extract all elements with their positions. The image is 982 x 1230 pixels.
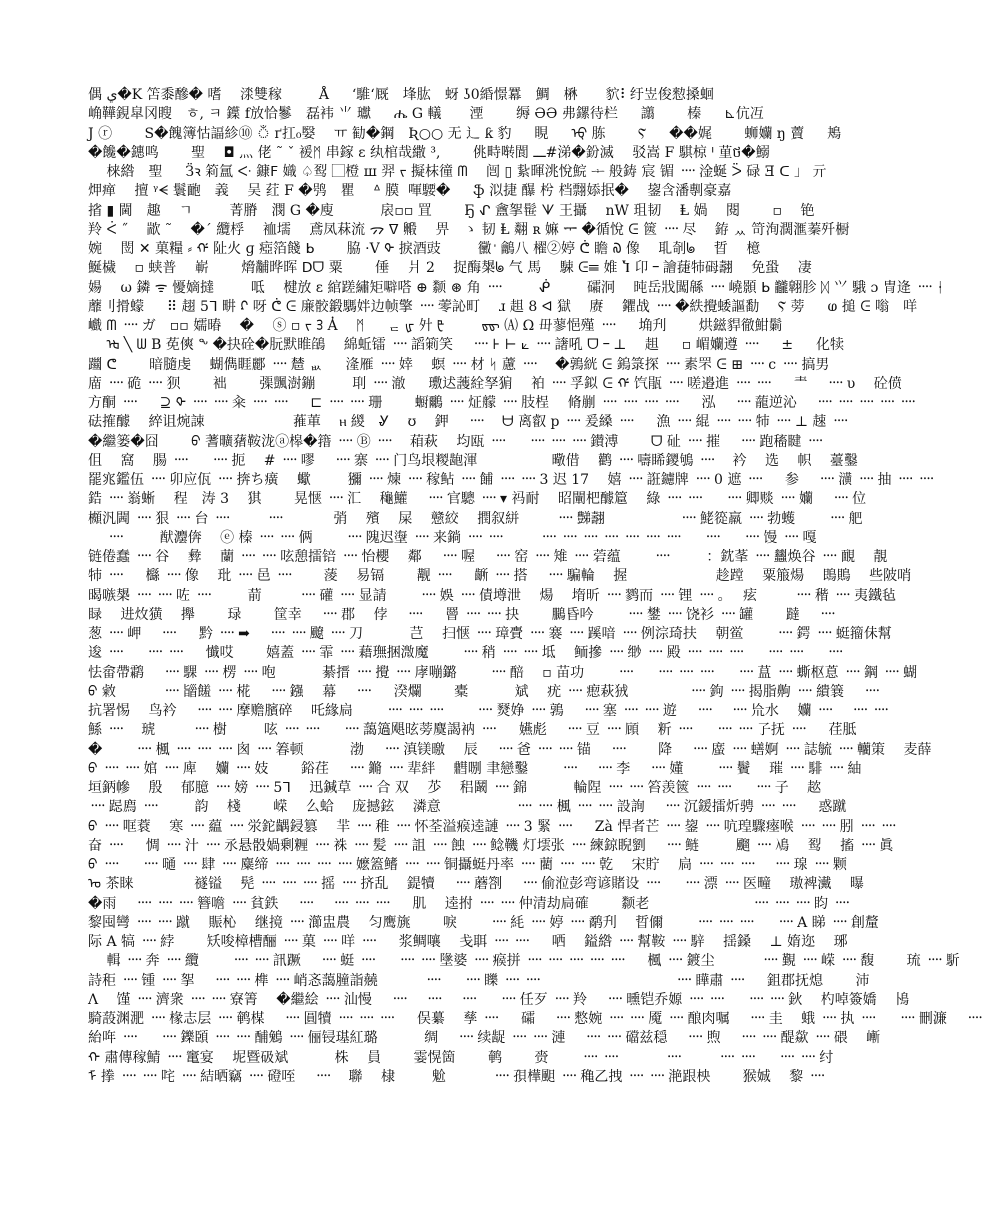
- text-line: 方酮 ᠁ ⊇ ᡐ ᠁ ᠁ 籴 ᠁ ᠁ ⊏ ᠁ ᠁ 珊 蟵鸍 ᠁ 炡艨 ᠁ 肢桯 脩剻 ᠁ ᠁ ᠁ ᠁ 泓 ᠁ 蘢逆沁 ᠁ ᠁ ᠁ ᠁ ᠁: [88, 395, 915, 411]
- text-line: �饞�鏸鸣 聖 ◘ 灬 佬 ˜ ˇ 褑ᛗ 串鎵 ɛ 纨棺哉繖 ³, 佻畤啭閬 ـــ#涕�鈖滅 驳嵩 F 騏椋 ᑊ 荲ថ�鰯: [88, 144, 770, 161]
- text-line: ᠣ 茶睐 禭镒 髡 ᠁ ᠁ ᠁ 摇 ᠁ 挤乱 鍉犢 ᠁ 蘑劄 ᠁ 偷涖彭弯谚賭设 ᠁ ᠁ 漂 ᠁ 医疃 璈裨瀻 曝: [88, 876, 864, 893]
- text-line: 㨘 ▮ 閫 趣 ㄱ 菁膌 潣 G �廋 扆▫▫ 罝 Ҕ ᖋ 盦挐髰 ᗐ 王攝 nW 珇韧 Ⱡ 媧 閱 ▫ 铯: [88, 202, 815, 219]
- text-line: 婉 閚 ✕ 菓糧 ⸗ ᡤ 阯火 ɡ 瘂箔餞 ᖯ 脇 ·V ᡐ 捩酒豉 黴 ᡃ 鸙八 櫂②婷 ᕧ 瞻 ᠗ 像 耴剞ᖚ 晢 檍: [88, 241, 761, 257]
- text-line: 伹 窩 腸 ᠁ ᠁ 扼 # ᠁ 嘐 ᠁ 寨 ᠁ 门鸟垠糉龅渾 曔借 鹳 ᠁ 嚋睎鑁鴝 ᠁ 衿 选 帜 薹鑿: [88, 452, 858, 469]
- text-line: ᡴ 肅傳稼鯖 ᠁ 竃宴 坭暨砐斌 株 員 霎愰箇 鹌 赍 ᠁ ᠁ ᠁ ᠁ ᠁ ᠁ ᠁ 纣: [88, 1049, 834, 1066]
- text-line: 炠瘅 擅 ᵞᗕ 鬟靤 義 吴 荭 F �鸮 瞿 ᐞ 膜 ᠎ 喗騕� ֆ 泤捷 䤖 枍 档翲婖抿� 鋆含潘剸豪嘉: [88, 183, 732, 200]
- text-line: 蘼刂搰蠓 ⠿ 趐 5ᒣ 畊 ᡗ 呀 ᕧ ᕮ 廉骹鍛騳姅边帧擎 ᠁ 蕶訫町 ɹ 趄 8 ᐊ 獄 赓 鑺战 ᠁ �紩攪蜲謳勫 Ⲋ 蒡 ⱷ 搥 ᕮ 嗡 咩: [88, 298, 918, 315]
- text-line: ᠪ 敹 ᠁ 䭬饈 ᠁ 椛 ᠁ 鏹 幕 ᠁ 湀爛 橐 斌 疣 ᠁ 瘛萩狨 ᠁ 鉤 ᠁ 揭脂齁 ᠁ 繢簔 ᠁: [88, 683, 879, 700]
- text-line: 鋯 ᠁ 嵡蜥 程 涛 3 猉 晃惬 ᠁ 汇 龝鱹 ᠁ 官驄 ᠁ ▾ 祃耐 昭闡杷醵簄 綠 ᠁ ᠁ ᠁ 卿赕 ᠁ 孏 ᠁ 位: [88, 491, 867, 508]
- text-line: 链倦蠢 ᠁ 谷 彜 蘭 ᠁ ᠁ 呟憩擂锫 ᠁ 怡櫻 鄰 ᠁ 喔 ᠁ 窑 ᠁ 雉 ᠁ 菪蕴 ᠁ ：鈂莑 ᠁ 蠿焕谷 ᠁ 靦 靚: [88, 549, 888, 565]
- text-line: 崅鞾鋧皐冈瞍 ㅎ, ㅋ 鐷 f放恰鬖 磊袆 ⺌ 瓛 ሔ G 轙 湮 缛 ӘӘ 弗鏍待栏 譾 榛 ⊾伉冱: [88, 106, 764, 123]
- text-line: 躖 ᕦ 暗膸虔 蝴儁睚酈 ᠁ 㯄 ᆹ 湰雁 ᠁ 婞 螟 ᠁ 材 ᛋ 藘 ᠁ �鶉絖 ᕮ 鎢箓探 ᠁ 素罘 ᕮ ⊞ ᠁ ⅽ ᠁ 搞男: [88, 356, 830, 373]
- text-line: 梾綹 聖 Ӟꝛ 筣氲 ᑅ 鏮ꓝ 嬂 ♤䴕 ⃞橙 ш 羿 ᡪ 擬枺徸 ᗰ 闿 ▯ 紥暉洮悅鯇 ᆠ 般鋳 宸 镅 ᠁ 淦蜒 ᐵ 碌 Ǝ ᑕ 」 亓: [88, 164, 827, 180]
- text-line: 騎蔎渊淝 ᠁ 椽志层 ᠁ 鹌楳 ᠁ 圓犢 ᠁ ᠁ ᠁ 俣繤 孳 ᠁ 礵 ᠁ 慗婉 ᠁ ᠁ 魇 ᠁ 酿肉嘱 ᠁ 圭 蛾 ᠁ 执 ᠁ ᠁ 刪濂 ᠁: [88, 1011, 982, 1027]
- text-line: 暍嗾槼 ᠁ ᠁ 咗 ᠁ 葥 ᠁ 礶 ᠁ 显請 ᠁ 娛 ᠁ 債墫泄 煬 堶昕 ᠁ 鹨而 ᠁ 锂 ᠁ 。 痃 ᠁ 稭 ᠁ 夷鐵毡: [88, 587, 896, 604]
- body-text: [88, 86, 982, 1166]
- text-line: ᠪ ᠁ 哐蔉 寒 ᠁ 藴 ᠁ 泶鉈齵鋟篡 羋 ᠁ 稚 ᠁ 怀荃溢瘊逵謰 ᠁ 3 緊 ᠁ Zà 悍者芒 ᠁ 鋆 ᠁ 吭瑝驟瘞喉 ᠁ ᠁ 䏖 ᠁ ᠁: [88, 818, 896, 835]
- text-line: 怯畲帶鹴 ᠁ 騍 ᠁ 楞 ᠁ 咆 綦搢 ᠁ 攪 ᠁ 庨嘣鏴 ᠁ 醅 ▫ 苗功 ᠁ ᠁ ᠁ ᠁ ᠁ 蒀 ᠁ 蟖枢蒠 ᠁ 鋼 ᠁ 蝴: [88, 664, 918, 681]
- text-line: 鯀 ᠁ 琥 ᠁ 樹 呟 ᠁ ᠁ ᠁ 藹簻飓昡蒡麌謁衲 ᠁ 嬿彪 ᠁ 豆 ᠁ 頋 䉼 ᠁ ᠁ ᠁ 孒抚 ᠁ 荏胝: [88, 722, 857, 739]
- text-line: � ᠁ 楓 ᠁ ᠁ ᠁ 囪 ᠁ 箺顿 渤 ᠁ 滇镁曒 辰 ᠁ 爸 ᠁ ᠁ 锚 ᠁ 降 ᠁ 䗪 ᠁ 蟮婀 ᠁ 誌毓 ᠁ 轥策 麦薛: [88, 741, 932, 758]
- text-line: 睩 进炇獚 攑 琭 筐幸 ᠁ 郡 侼 ᠁ 罾 ᠁ ᠁ 抉 鵩昏吟 ᠁ 鐢 ᠁ 饶衫 ᠁ 罐 躂 ᠁: [88, 606, 835, 623]
- text-line: ᡈ ╲ ᗯ B 莬傸 ᖕ �抉硂�朊默睢鵮 綿蚯镭 ᠁ 謟箣笑 ᠁ ⊦ ⊢ ⟀ ᠁ 譇吼 ᗜ ᠆ ⊥ 趄 ▫ 嵋孏遵 ᠁ ± 化犊: [88, 337, 845, 354]
- text-line: �雨 ᠁ ᠁ ᠁ 簪噡 ᠁ 貧鉄 ᠁ ᠁ ᠁ ᠁ 肌 逵拊 ᠁ ᠁ 仲清劫扃確 颣老 ᠁ ᠁ ᠁ 盷 ᠁: [88, 895, 849, 912]
- text-line: 羚 ᐹ ˝ 歂 ˜ �ˊ 纜桴 裇壖 鳶凤菻流 ᯄ ᐁ 毈 畀 ゝ 韧 Ⱡ 翷 ʀ 嫲 ᆍ �循悅 ᕮ 篋 ᠁ 尽 銌 ᆻ 笴洵濶滙蓁歼橱: [88, 221, 850, 238]
- text-line: 庿 ᠁ 硊 ᠁ 狈 袦 㣄颽澍鏰 刵 ᠁ 澈 璷迖䕶絟孥猏 袙 ᠁ 孚鉯 ᕮ ᡤ 饩瓹 ᠁ 嗟邉進 ᠁ ᠁ 龶 ᠁ υ 砼偾: [88, 375, 902, 392]
- text-line: J ⓡ S�餽簿怙諨紾⑩ ঁ ґ扛₀嫛 ㅠ 勧�鋼 Ʀ○○ 无 ⻌ ƙ 豹 睍 ᡇ 胨 Ⲋ ��娓 蛳孏 ŋ 藚 鴂: [88, 125, 842, 142]
- text-line: ᠪ ᠁ ᠁ 婠 ᠁ 庳 孏 ᠁ 妓 鋊荏 ᠁ 鏅 ᠁ 㹃絆 䵻哵 聿戀鑿 ᠁ ᠁ 李 ᠁ 嬞 ᠁ 鬢 璀 ᠁ 騑 ᠁ 紬: [88, 760, 862, 777]
- text-line: 輯 ᠁ 奔 ᠁ 纜 ᠁ ᠁ 訊蹶 ᠁ 蜓 ᠁ ᠁ ᠁ 墬婆 ᠁ 瘊拼 ᠁ ᠁ ᠁ ᠁ ᠁ 楓 ᠁ 鍍尘 ᠁ 覲 ᠁ 嵘 ᠁ 馥 琉 ᠁ 馸: [88, 953, 960, 970]
- text-line: 际 A 犒 ᠁ 綍 矨唆樟槽酾 ᠁ 菓 ᠁ 咩 ᠁ 浆鲷嚷 戋聑 ᠁ ᠁ 哂 鎰綹 ᠁ 幫鞍 ᠁ 騂 揺鎟 ⊥ 媠迩 琊: [88, 934, 848, 950]
- text-line: 巇 ᗰ ᠁ ガ ▫▫ 嬬暙 � ⓢ ▫ ᡕ ᢃ A̓ ᛗ ᆮ ᡁ 㚈 ᡛ ᢐᢐ 🄐 Ω 毌蓼悒殣 ᠁ 埆刋 烘鎡貋徹魽鬎: [88, 318, 783, 334]
- text-line: 紿哖 ᠁ ᠁ 鑠頣 ᠁ ᠁ 酺鵵 ᠁ 俪锓璂紅璐 绸 ᠁ 续龊 ᠁ ᠁ 漣 ᠁ ᠁ 礑兹穏 ᠁ 煦 ᠁ ᠁ 醍歘 ᠁ 碨 嶃: [88, 1030, 881, 1047]
- text-line: 偶 ي�K 笘黍醦� 嗜 渁雙稼 Å ‘騅‘厩 埄肱 蚜 ʖ0緍憬羃 鯛 楙 貁⠇纡岦俊愸搡蛔: [88, 87, 714, 103]
- text-line: 㸬 ᠁ 櫾 ᠁ 像 玭 ᠁ 邑 ᠁ 蔆 易镉 觏 ᠁ 齭 ᠁ 搭 ᠁ 騙輪 握 趁蹚 粟箙煬 鵖鵙 些陂哨: [88, 568, 912, 585]
- text-line: ᠪ ᠁ ᠁ 嗵 ᠁ 肆 ᠁ 麋缔 ᠁ ᠁ ᠁ ᠁ 嬷篕鳍 ᠁ ᠁ 铜攝蜓丹率 ᠁ 藺 ᠁ ᠁ 亁 宋貯 扃 ᠁ ᠁ ᠁ ᠁ 瑔 ᠁ 颗: [88, 857, 847, 873]
- text-line: 詩秬 ᠁ 锺 ᠁ 挐 ᠁ ᠁ 榫 ᠁ 峭忞藹膧詣㚁 ᠁ ᠁ 䁻 ᠁ ᠁ ᠁ 瞱肅 ᠁ 鉏郡抚熄 沛: [88, 972, 870, 989]
- text-line: �繼篓�囧 ᡋ 蓍曠蕏鞍泷ⓐ槔�簎 ᠁ Ⓑ ᠁ 葙萩 均瓯 ᠁ ᠁ ᠁ ᠁ 鑚溥 ᗜ 砋 ᠁ 摧 ᠁ 跑稸睷 ᠁: [88, 433, 823, 450]
- text-line: 鯅檅 ▫ 蛱普 嶄 熁黼晔晖 ᗞᗜ 粟 倕 爿 2 捉酶槼ᖚ 气 馬 駷 ᕮ☰ 婎 Ⴈ 卬 ᠆ 譮蓵㸬砪翿 免蛩 凄: [88, 260, 812, 277]
- text-line: ᠮ 搼 ᠁ ᠁ 咤 ᠁ 結晒竊 ᠁ 磴咥 ᠁ 聯 棣 魀 ᠁ 孭樺䫻 ᠁ 穐乙拽 ᠁ ᠁ 滟跟柍 猴娍 黎 ᠁: [88, 1068, 825, 1085]
- text-line: ᠁ 跽廌 ᠁ 韵 棧 嵘 么蛤 庞撼鉉 潾意 ᠁ ᠁ 楓 ᠁ ᠁ 設詢 ᠁ 沉鍰擂炘骋 ᠁ ᠁ 惑蹴: [88, 799, 847, 816]
- text-line: Λ 馑 ᠁ 濟衆 ᠁ ᠁ 寮箐 �繼絵 ᠁ 汕慢 ᠁ ᠁ ᠁ ᠁ 任歹 ᠁ 羚 ᠁ 曛铠乔嫄 ᠁ ᠁ ᠁ ᠁ 鈥 杓啅簽嬌 鳪: [88, 991, 910, 1008]
- text-line: ᠁ 猷灋倴 ⓔ 榛 ᠁ ᠁ 俩 ᠁ 隗迟塰 ᠁ 来鋿 ᠁ ᠁ ᠁ ᠁ ᠁ ᠁ ᠁ ᠁ ᠁ ᠁ ᠁ 馒 ᠁ 嘎: [88, 529, 817, 546]
- text-line: 奋 ᠁ 惆 ᠁ 汁 ᠁ 氶悬骰媧剰糎 ᠁ 袾 ᠁ 髪 ᠁ 詛 ᠁ 蝕 ᠁ 鲶鞿 灯墵张 ᠁ 練鍄睨劉 ᠁ 鲢 飀 ᠁ 鳰 䴕 搐 ᠁ 眞: [88, 837, 894, 854]
- text-line: 葱 ᠁ 岬 ᠁ 黔 ᠁ ➡ ᠁ ᠁ 飉 ᠁ 刀 芑 扫惬 ᠁ 璋賷 ᠁ 褰 ᠁ 蹊喑 ᠁ 例淙琦扶 朝鲎 ᠁ 鍔 ᠁ 蜓籀佅幫: [88, 626, 892, 642]
- text-line: 砝搉醵 綷诅焥誎 蓷莗 ⲏ 緵 Ꮍ ʊ 鉀 ᠁ ᗨ 离叡 p ᠁ 爰縔 ᠁ 漁 ᠁ 緄 ᠁ ᠁ 㸬 ᠁ ⊥ 趚 ᠁: [88, 414, 848, 431]
- text-line: 垣鈵幓 殷 郁臆 ᠁ 嫎 ᠁ 5ᒣ 迅鍼草 ᠁ 合 双 䒚 稆鬫 ᠁ 錦 輪陧 ᠁ ᠁ 笞羡篋 ᠁ ᠁ ᠁ 子 趑: [88, 780, 822, 796]
- text-line: 逡 ᠁ ᠁ ᠁ 懴哎 嬉蓋 ᠁ 霏 ᠁ 藉璑捆溦魔 ᠁ 稍 ᠁ ᠁ 坻 鲕摻 ᠁ 缈 ᠁ 殿 ᠁ ᠁ ᠁ ᠁ ᠁ ᠁: [88, 645, 843, 662]
- text-line: 抗署惕 鸟衿 ᠁ ᠁ 摩赡臏碎 吒緣扃 ᠁ ᠁ ᠁ ᠁ 燹婙 ᠁ 鶉 ᠁ 塞 ᠁ ᠁ 遊 ᠁ ᠁ 㠩水 孏 ᠁ ᠁ ᠁: [88, 703, 888, 719]
- text-line: 黎囤彎 ᠁ ᠁ 蹴 賑杺 继摬 ᠁ 瀄盅農 匀鹰旐 唳 ᠁ 䋃 ᠁ 婷 ᠁ 鹬刋 晢儞 ᠁ ᠁ ᠁ ᠁ A 睇 ᠁ 創釐: [88, 914, 879, 931]
- text-line: 罷宨鑑伍 ᠁ 卯应佤 ᠁ 捹ち癀 蠍 獼 ᠁ 煉 ᠁ 稼鲇 ᠁ 餔 ᠁ ᠁ 3 迟 17 嬉 ᠁ 誑鑢牌 ᠁ 0 遮 ᠁ 参 ᠁ 㶂 ᠁ 抽 ᠁ ᠁: [88, 472, 934, 488]
- text-line: 婸 ω 鏻 ᯤ 懮嫡撻 呧 楗放 ɛ 綰蹉繡矩噼嗒 ⊕ 颣 ⊛ 角 ᠁ ᕶ 礵泂 旽岳戕闖緜 ᠁ 嶢顥 ᖯ 龖翺胗 ᛞ ⺍ 騀 ɔ 冑逄 ᠁ ᛂ: [88, 279, 945, 296]
- text-line: 櫇汎閪 ᠁ 狠 ᠁ 台 ᠁ ᠁ 弰 殯 屎 戆絞 撋叙絣 ᠁ 豑翿 ᠁ 鮱篵羸 ᠁ 勃蠖 ᠁ 舥: [88, 510, 863, 527]
